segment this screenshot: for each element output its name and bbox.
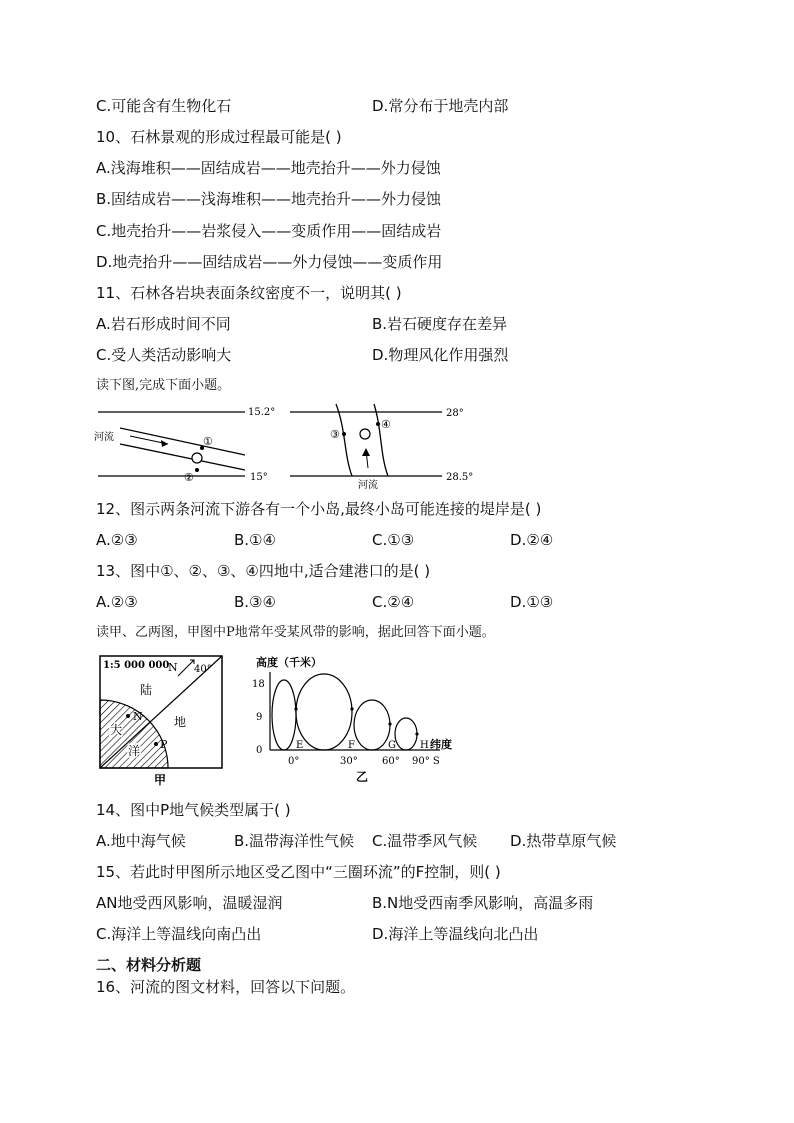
intro-text-1: 读下图,完成下面小题。: [96, 378, 231, 393]
marker-4: ④: [381, 418, 391, 431]
x-axis-title: 纬度: [430, 738, 452, 751]
map-caption: 甲: [154, 773, 167, 787]
q14-option-d: D.热带草原气候: [510, 832, 617, 850]
q15-option-a: AN地受西风影响，温暖湿润: [96, 894, 283, 912]
point-g: G: [388, 740, 396, 751]
q14-option-c: C.温带季风气候: [372, 832, 478, 850]
lat-label-15: 15°: [250, 472, 268, 483]
point-f: F: [348, 740, 355, 751]
point-n-dot: [126, 714, 130, 718]
x-tick-60: 60°: [382, 756, 400, 767]
q10-option-c: C.地壳抬升——岩浆侵入——变质作用——固结成岩: [96, 222, 442, 240]
cell-3: [354, 700, 390, 750]
q9-option-c: C.可能含有生物化石: [96, 97, 232, 115]
cell-1-arrow-dot: [294, 707, 297, 710]
cell-1: [272, 680, 296, 750]
q13-option-b: B.③④: [234, 593, 276, 611]
diagram-caption: 乙: [356, 770, 369, 784]
q11-option-d: D.物理风化作用强烈: [372, 346, 509, 364]
q9-option-d: D.常分布于地壳内部: [372, 97, 509, 115]
cell-4: [395, 718, 417, 750]
cell-2-arrow-dot: [350, 707, 353, 710]
cell-3-arrow-dot: [388, 722, 391, 725]
q13-option-c: C.②④: [372, 593, 415, 611]
q14-option-a: A.地中海气候: [96, 832, 186, 850]
q10-option-a: A.浅海堆积——固结成岩——地壳抬升——外力侵蚀: [96, 159, 441, 177]
x-tick-0: 0°: [288, 756, 300, 767]
y-tick-9: 9: [256, 712, 263, 723]
marker-1: ①: [203, 435, 213, 448]
q11-stem: 11、石林各岩块表面条纹密度不一，说明其( ): [96, 284, 402, 302]
land-label-1: 陆: [140, 683, 153, 697]
marker-3-dot: [342, 432, 346, 436]
left-river-bank-lower: [120, 444, 245, 470]
q13-option-a: A.②③: [96, 593, 138, 611]
marker-4-dot: [376, 422, 380, 426]
marker-3: ③: [330, 428, 340, 441]
point-n-label: N: [133, 710, 143, 723]
q12-option-b: B.①④: [234, 531, 276, 549]
circulation-diagram: [250, 654, 470, 788]
cell-4-arrow-dot: [415, 732, 418, 735]
q11-option-a: A.岩石形成时间不同: [96, 315, 231, 333]
x-tick-90s: 90° S: [412, 756, 440, 767]
y-tick-0: 0: [256, 745, 263, 756]
q10-stem: 10、石林景观的形成过程最可能是( ): [96, 128, 342, 146]
point-p-label: P: [160, 738, 168, 751]
land-label-2: 地: [174, 715, 187, 729]
q12-stem: 12、图示两条河流下游各有一个小岛,最终小岛可能连接的堤岸是( ): [96, 500, 542, 518]
lat-label-28-5: 28.5°: [446, 472, 474, 483]
left-island: [192, 453, 202, 463]
q15-stem: 15、若此时甲图所示地区受乙图中“三圈环流”的F控制，则( ): [96, 863, 501, 881]
y-tick-18: 18: [252, 679, 265, 690]
x-tick-30: 30°: [340, 756, 358, 767]
q13-stem: 13、图中①、②、③、④四地中,适合建港口的是( ): [96, 562, 431, 580]
right-river-bank-right: [374, 404, 388, 476]
q11-option-b: B.岩石硬度存在差异: [372, 315, 508, 333]
q11-option-c: C.受人类活动影响大: [96, 346, 232, 364]
q14-option-b: B.温带海洋性气候: [234, 832, 355, 850]
q15-option-c: C.海洋上等温线向南凸出: [96, 925, 262, 943]
q12-option-d: D.②④: [510, 531, 554, 549]
right-flow-arrowhead: [362, 448, 370, 456]
q12-option-a: A.②③: [96, 531, 138, 549]
marker-2: ②: [184, 471, 194, 484]
q15-option-b: B.N地受西南季风影响，高温多雨: [372, 894, 594, 912]
ocean-label-1: 大: [110, 723, 123, 737]
map-scale: 1:5 000 000: [103, 660, 170, 671]
marker-2-dot: [195, 468, 199, 472]
section-heading: 二、材料分析题: [96, 956, 202, 974]
q10-option-b: B.固结成岩——浅海堆积——地壳抬升——外力侵蚀: [96, 190, 442, 208]
left-flow-arrowhead: [161, 440, 168, 447]
lat-label-15-2: 15.2°: [248, 407, 276, 418]
map-jia: [98, 654, 228, 788]
left-river-bank-upper: [120, 428, 245, 455]
north-label: N: [168, 661, 178, 674]
river-figure: [90, 400, 480, 490]
q13-option-d: D.①③: [510, 593, 554, 611]
ocean-label-2: 洋: [128, 744, 141, 758]
point-p-dot: [154, 742, 158, 746]
q10-option-d: D.地壳抬升——固结成岩——外力侵蚀——变质作用: [96, 253, 443, 271]
right-river-label: 河流: [358, 480, 378, 490]
q12-option-c: C.①③: [372, 531, 415, 549]
q14-stem: 14、图中P地气候类型属于( ): [96, 801, 291, 819]
angle-label: 40°: [194, 664, 212, 675]
point-e: E: [296, 740, 304, 751]
cell-2: [296, 674, 352, 750]
q15-option-d: D.海洋上等温线向北凸出: [372, 925, 539, 943]
y-axis-title: 高度（千米）: [256, 656, 322, 669]
lat-label-28: 28°: [446, 408, 464, 419]
right-island: [360, 429, 370, 439]
point-h: H: [420, 740, 429, 751]
intro-text-2: 读甲、乙两图，甲图中P地常年受某风带的影响，据此回答下面小题。: [96, 625, 495, 640]
left-river-label: 河流: [94, 432, 114, 443]
q16-stem: 16、河流的图文材料，回答以下问题。: [96, 978, 356, 996]
